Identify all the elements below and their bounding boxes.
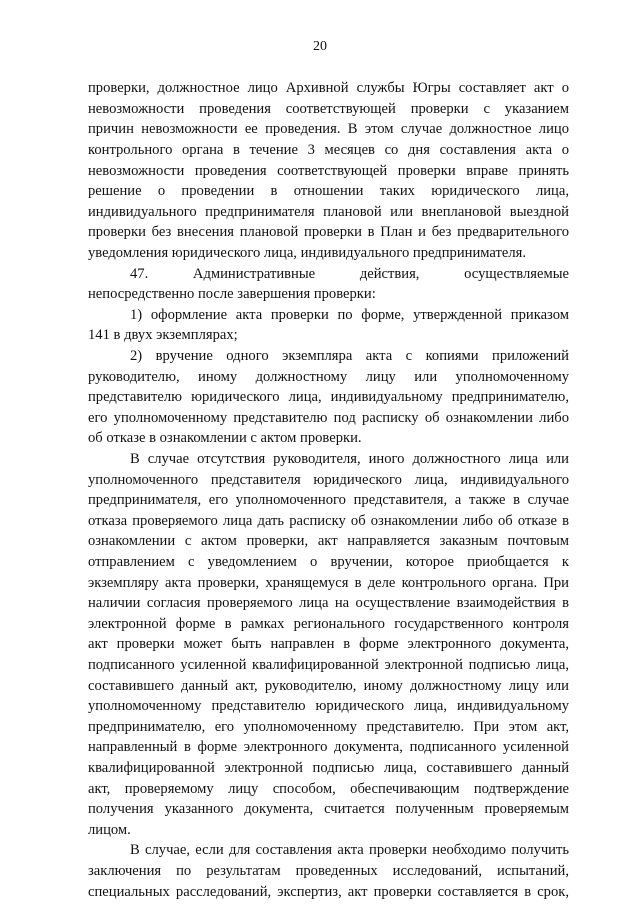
text-line: уполномоченного представителя юридического лица, индивидуального <box>88 472 569 488</box>
list-item-2: 2) вручение одного экземпляра акта с копиями приложений <box>130 348 569 364</box>
text-line: решение о проведении в отношении таких юридического лица, <box>88 183 569 199</box>
text-line: 141 в двух экземплярах; <box>88 327 238 343</box>
text-line: невозможности проведения соответствующей проверки вправе принять <box>88 163 569 179</box>
text-line: квалифицированной электронной подписью лица, составившего данный <box>88 760 569 776</box>
text-line: индивидуального предпринимателя плановой или внеплановой выездной <box>88 204 569 220</box>
text-line: непосредственно после завершения проверки: <box>88 286 376 302</box>
page-number: 20 <box>313 39 327 54</box>
text-line: заключения по результатам проведенных исследований, испытаний, <box>88 863 569 879</box>
text-line: подписанного усиленной квалифицированной электронной подписью лица, <box>88 657 569 673</box>
text-line: проверки, должностное лицо Архивной службы Югры составляет акт о <box>88 80 569 96</box>
text-line: его уполномоченному представителю под расписку об ознакомлении либо <box>88 410 569 426</box>
text-line: уведомления юридического лица, индивидуального предпринимателя. <box>88 245 526 261</box>
text-line: лицом. <box>88 822 131 838</box>
text-line: об отказе в ознакомлении с актом проверки. <box>88 430 362 446</box>
paragraph-first-line: В случае, если для составления акта проверки необходимо получить <box>130 842 569 858</box>
text-line: наличии согласия проверяемого лица на осуществление взаимодействия в <box>88 595 569 611</box>
clause-number-line: 47. Административные действия, осуществляемые <box>130 266 569 282</box>
paragraph-first-line: В случае отсутствия руководителя, иного должностного лица или <box>130 451 569 467</box>
text-line: получения указанного документа, считается полученным проверяемым <box>88 801 569 817</box>
text-line: акт проверки может быть направлен в форме электронного документа, <box>88 636 569 652</box>
text-line: электронной форме в рамках регионального государственного контроля <box>88 616 569 632</box>
list-item-1: 1) оформление акта проверки по форме, утвержденной приказом <box>130 307 569 323</box>
text-line: специальных расследований, экспертиз, акт проверки составляется в срок, <box>88 884 569 900</box>
text-line: причин невозможности ее проведения. В этом случае должностное лицо <box>88 121 569 137</box>
text-line: руководителю, иному должностному лицу или уполномоченному <box>88 369 569 385</box>
text-line: направленный в форме электронного документа, подписанного усиленной <box>88 739 569 755</box>
text-line: уполномоченному представителю юридического лица, индивидуальному <box>88 698 569 714</box>
text-line: отказа проверяемого лица дать расписку об ознакомлении либо об отказе в <box>88 513 569 529</box>
text-line: проверки без внесения плановой проверки в План и без предварительного <box>88 224 569 240</box>
text-line: экземпляру акта проверки, хранящемуся в деле контрольного органа. При <box>88 575 569 591</box>
text-line: контрольного органа в течение 3 месяцев со дня составления акта о <box>88 142 569 158</box>
text-line: акт, проверяемому лицу способом, обеспечивающим подтверждение <box>88 781 569 797</box>
text-line: ознакомлении с актом проверки, акт направляется заказным почтовым <box>88 533 569 549</box>
text-line: невозможности проведения соответствующей проверки с указанием <box>88 101 569 117</box>
text-line: составившего данный акт, руководителю, иному должностному лицу или <box>88 678 569 694</box>
text-line: отправлением с уведомлением о вручении, которое приобщается к <box>88 554 569 570</box>
text-line: предпринимателю, его уполномоченному представителю. При этом акт, <box>88 719 569 735</box>
text-line: представителю юридического лица, индивидуальному предпринимателю, <box>88 389 569 405</box>
text-line: предпринимателя, его уполномоченного представителя, а также в случае <box>88 492 569 508</box>
